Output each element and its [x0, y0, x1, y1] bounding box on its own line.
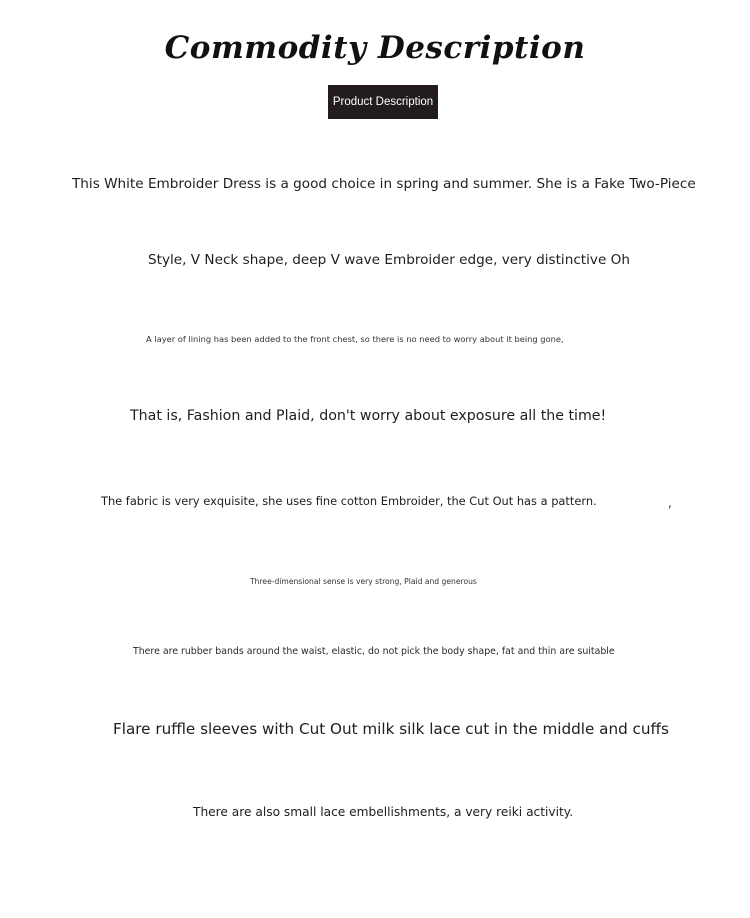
- description-line: There are rubber bands around the waist, elastic, do not pick the body shape, fat and thin are suitable: [133, 646, 615, 657]
- description-line: Three-dimensional sense is very strong, Plaid and generous: [250, 577, 477, 586]
- description-line: That is, Fashion and Plaid, don't worry about exposure all the time!: [130, 408, 607, 424]
- description-line: Style, V Neck shape, deep V wave Embroider edge, very distinctive Oh: [148, 252, 630, 268]
- trailing-comma: ,: [668, 496, 672, 510]
- section-badge: Product Description: [328, 85, 438, 119]
- description-line: There are also small lace embellishments, a very reiki activity.: [193, 805, 574, 819]
- description-line: The fabric is very exquisite, she uses fine cotton Embroider, the Cut Out has a pattern.: [101, 494, 597, 508]
- page-title: Commodity Description: [164, 30, 586, 66]
- description-line: This White Embroider Dress is a good choice in spring and summer. She is a Fake Two-Piece: [72, 176, 696, 192]
- description-line: A layer of lining has been added to the front chest, so there is no need to worry about it being gone,: [146, 334, 564, 344]
- description-line: Flare ruffle sleeves with Cut Out milk silk lace cut in the middle and cuffs: [113, 720, 669, 738]
